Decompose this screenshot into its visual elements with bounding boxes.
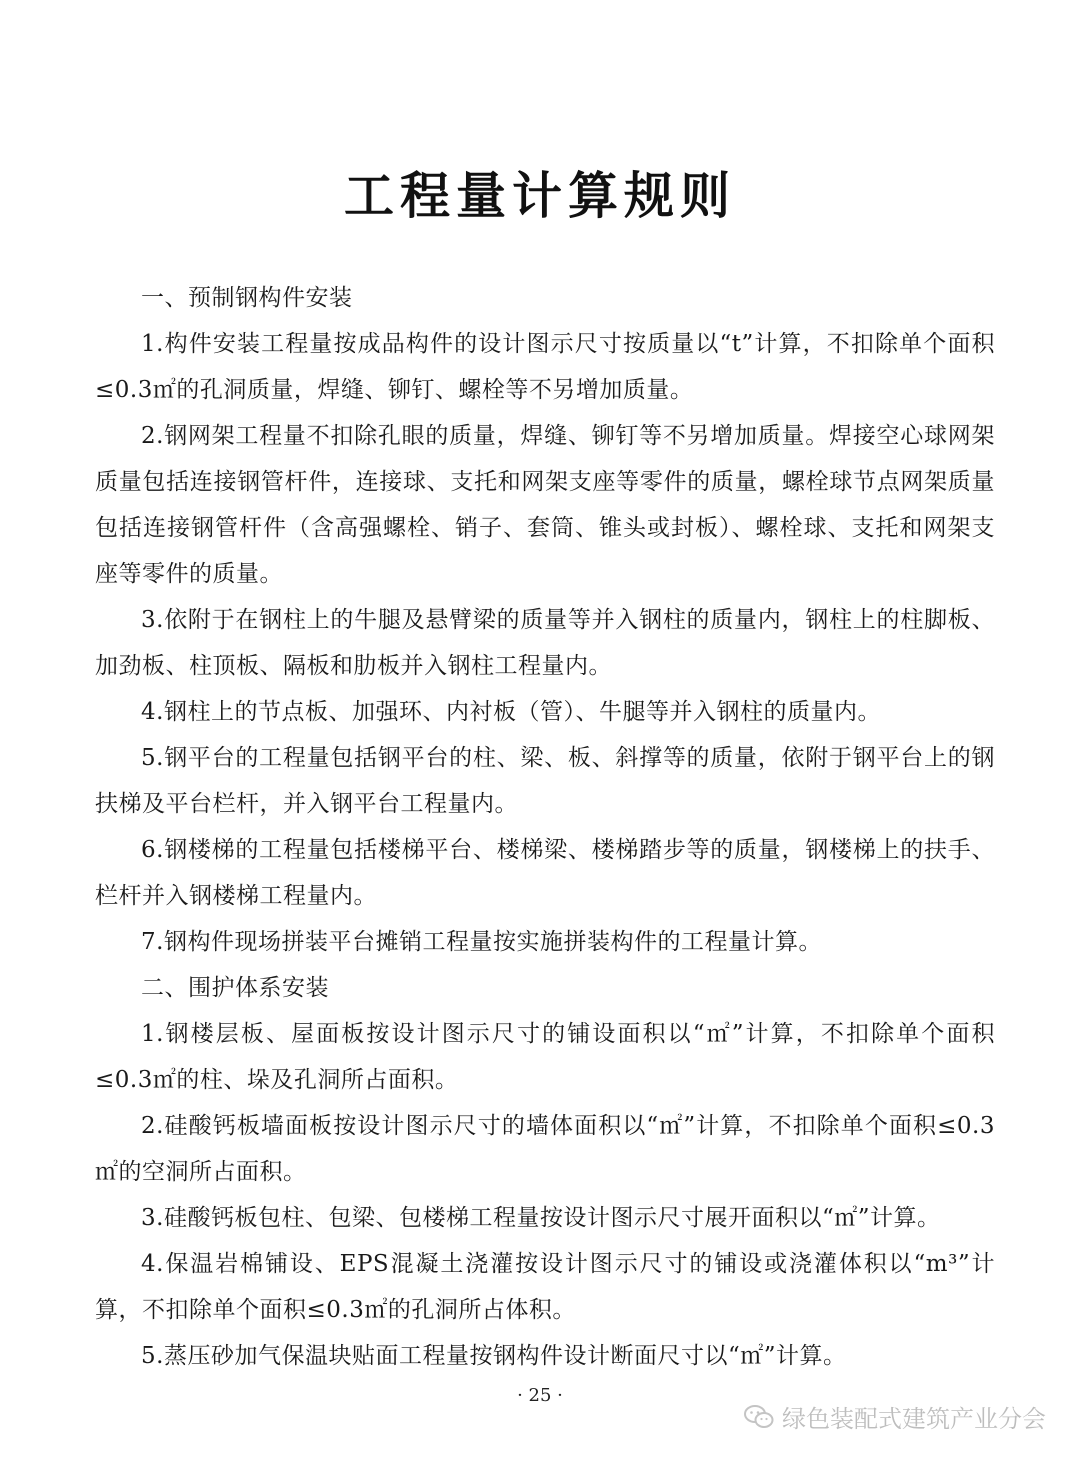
- paragraph-1-2: 2.钢网架工程量不扣除孔眼的质量，焊缝、铆钉等不另增加质量。焊接空心球网架质量包括连接钢管杆件，连接球、支托和网架支座等零件的质量，螺栓球节点网架质量包括连接钢管杆件（含高强螺栓、销子、套筒、锥头或封板）、螺栓球、支托和网架支座等零件的质量。: [95, 423, 995, 587]
- paragraph-2-4: 4.保温岩棉铺设、EPS混凝土浇灌按设计图示尺寸的铺设或浇灌体积以“m³”计算，不扣除单个面积≤0.3㎡的孔洞所占体积。: [95, 1251, 995, 1323]
- paragraph-1-3: 3.依附于在钢柱上的牛腿及悬臂梁的质量等并入钢柱的质量内，钢柱上的柱脚板、加劲板、柱顶板、隔板和肋板并入钢柱工程量内。: [95, 607, 995, 679]
- paragraph-2-5: 5.蒸压砂加气保温块贴面工程量按钢构件设计断面尺寸以“㎡”计算。: [141, 1343, 847, 1369]
- wechat-icon: [744, 1404, 774, 1430]
- document-body: [95, 275, 995, 1379]
- paragraph-2-2: 2.硅酸钙板墙面板按设计图示尺寸的墙体面积以“㎡”计算，不扣除单个面积≤0.3㎡的空洞所占面积。: [95, 1113, 995, 1185]
- paragraph-1-5: 5.钢平台的工程量包括钢平台的柱、梁、板、斜撑等的质量，依附于钢平台上的钢扶梯及平台栏杆，并入钢平台工程量内。: [95, 745, 995, 817]
- paragraph-1-1: 1.构件安装工程量按成品构件的设计图示尺寸按质量以“t”计算，不扣除单个面积≤0.3㎡的孔洞质量，焊缝、铆钉、螺栓等不另增加质量。: [95, 331, 995, 403]
- paragraph-2-1: 1.钢楼层板、屋面板按设计图示尺寸的铺设面积以“㎡”计算，不扣除单个面积≤0.3㎡的柱、垛及孔洞所占面积。: [95, 1021, 995, 1093]
- paragraph-1-6: 6.钢楼梯的工程量包括楼梯平台、楼梯梁、楼梯踏步等的质量，钢楼梯上的扶手、栏杆并入钢楼梯工程量内。: [95, 837, 995, 909]
- paragraph-1-4: 4.钢柱上的节点板、加强环、内衬板（管）、牛腿等并入钢柱的质量内。: [141, 699, 881, 725]
- page-number: · 25 ·: [517, 1385, 563, 1406]
- paragraph-1-7: 7.钢构件现场拼装平台摊销工程量按实施拼装构件的工程量计算。: [141, 929, 822, 955]
- paragraph-2-3: 3.硅酸钙板包柱、包梁、包楼梯工程量按设计图示尺寸展开面积以“㎡”计算。: [141, 1205, 941, 1231]
- page-title: 工程量计算规则: [344, 167, 736, 225]
- section-heading-1: 一、预制钢构件安装: [141, 285, 353, 311]
- section-heading-2: 二、围护体系安装: [141, 975, 329, 1001]
- watermark: [744, 1399, 1046, 1434]
- watermark-text: 绿色装配式建筑产业分会: [782, 1405, 1046, 1433]
